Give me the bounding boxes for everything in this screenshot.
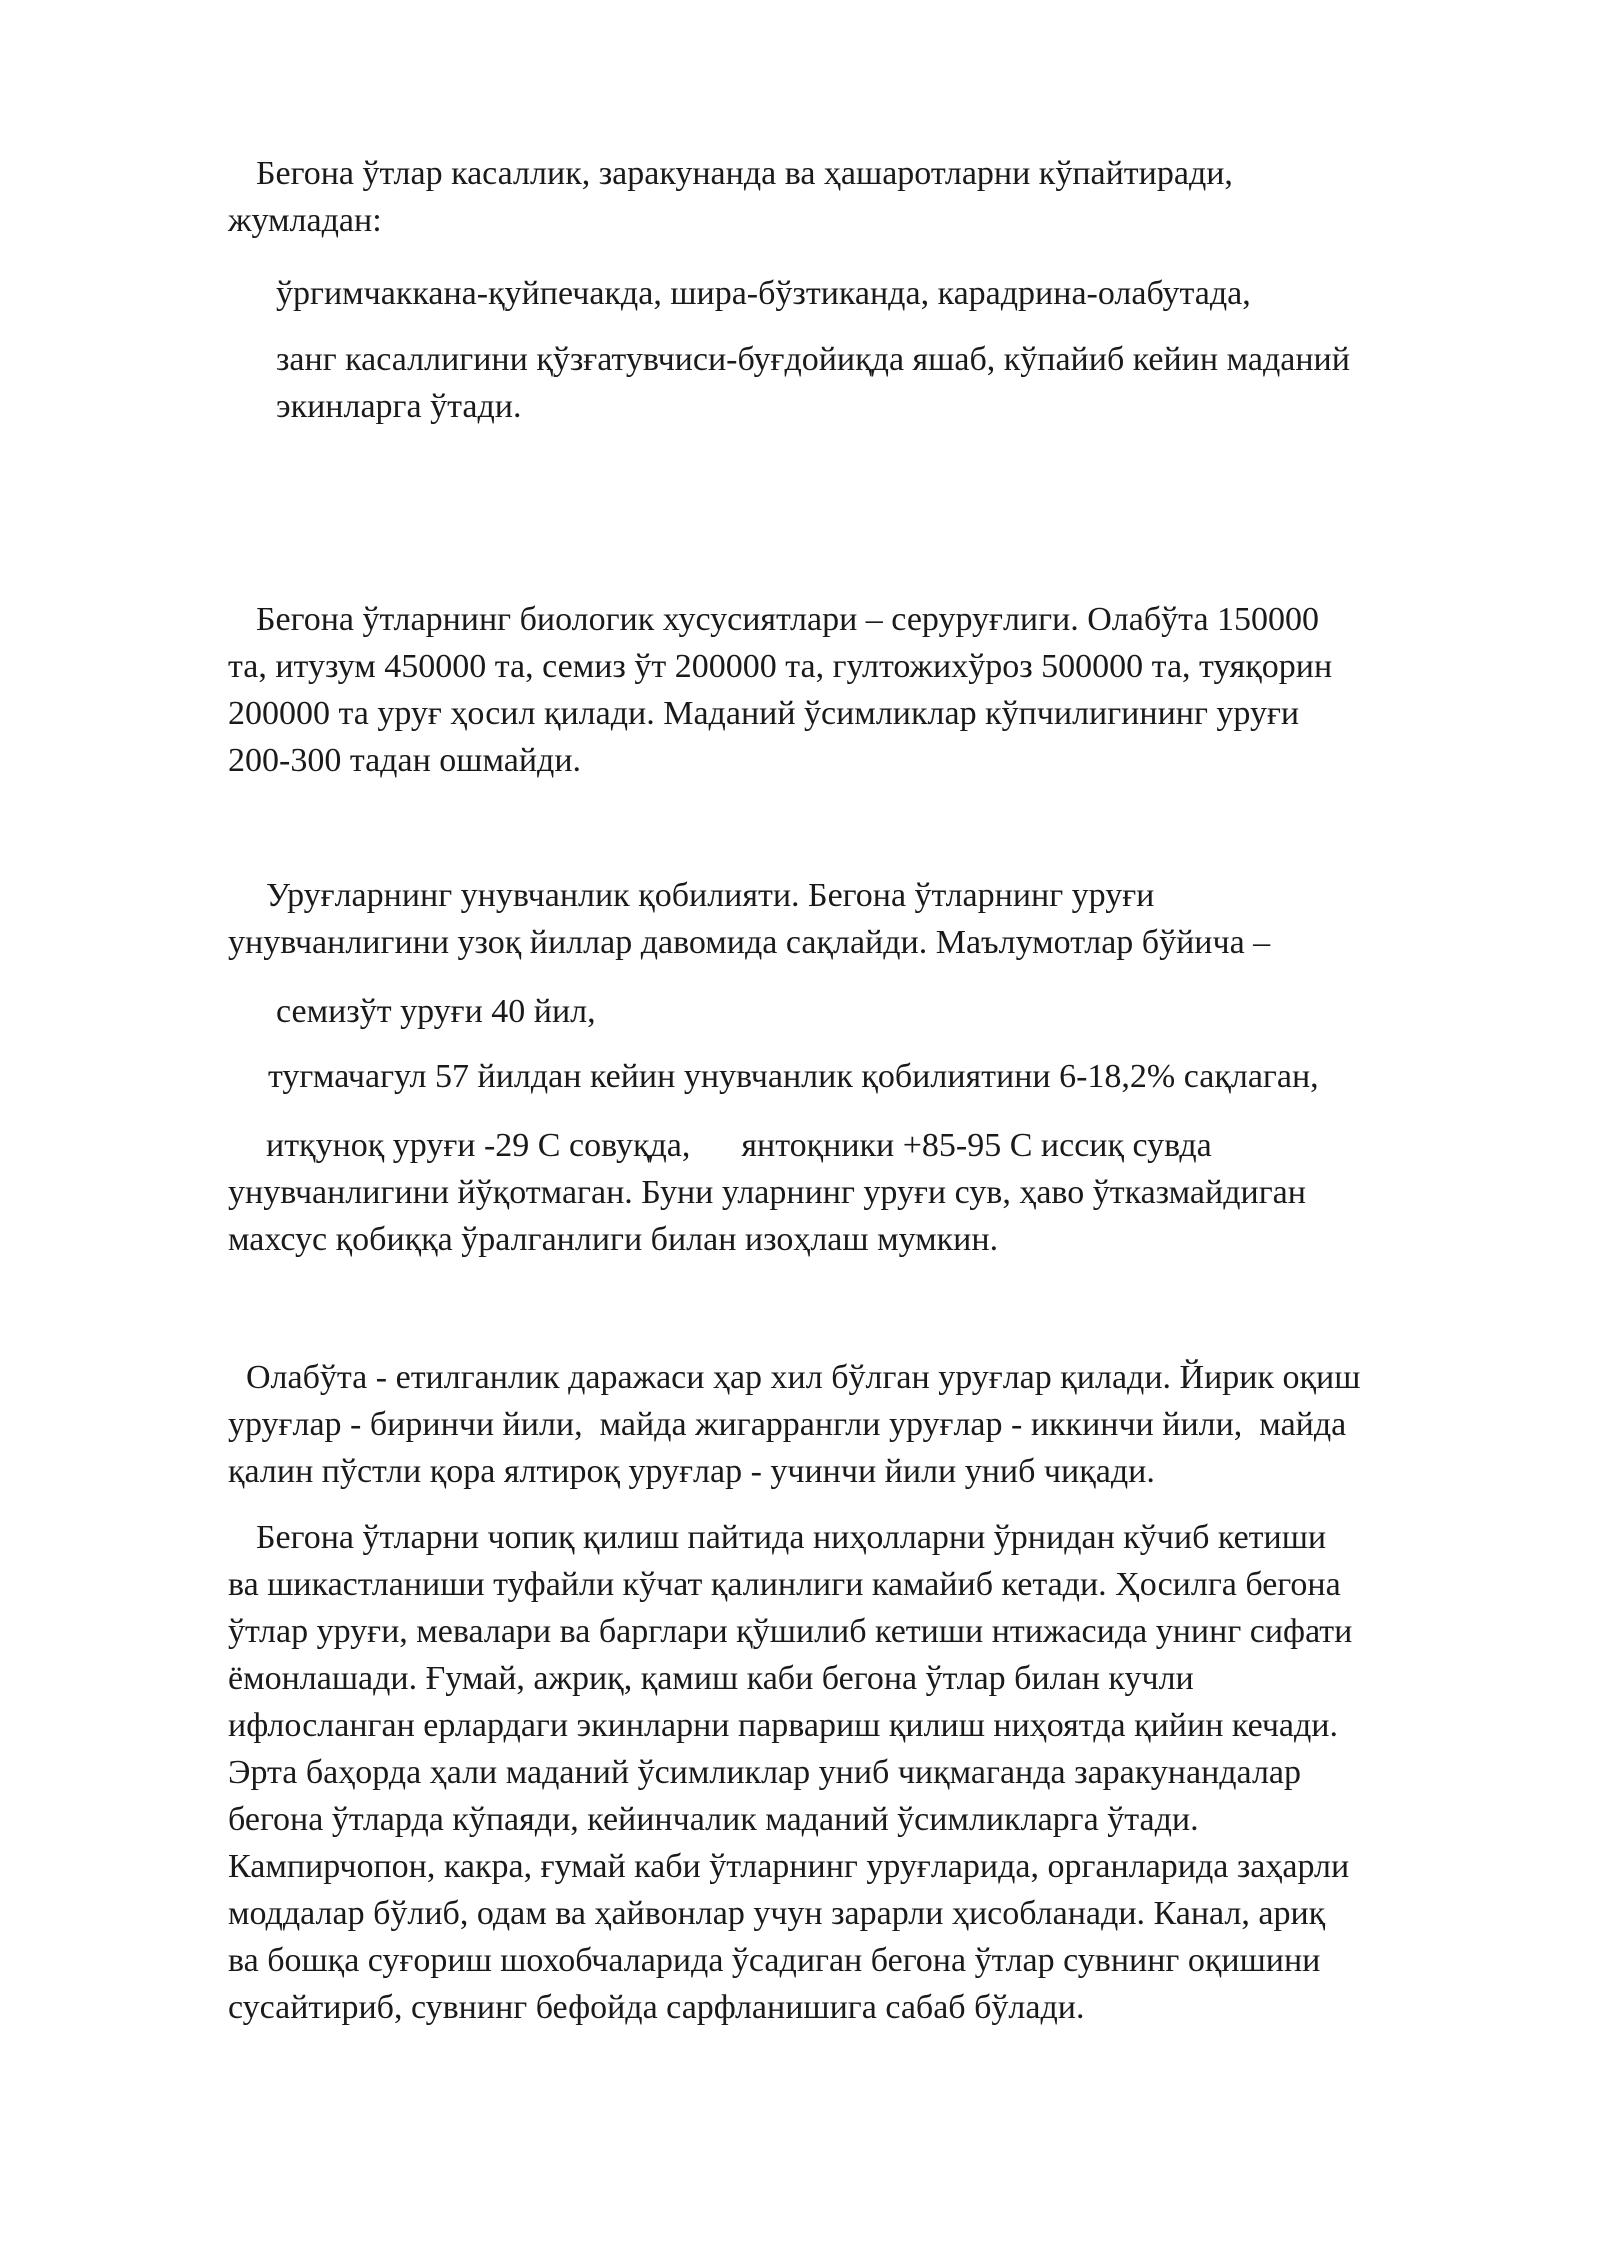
paragraph-weeds-pests bbox=[228, 150, 1488, 244]
text-line: занг касаллигини қўзғатувчиси-буғдойиқда яшаб, кўпайиб кейин маданий bbox=[276, 341, 1350, 378]
text-line: Кампирчопон, какра, ғумай каби ўтларнинг уруғларида, органларида заҳарли bbox=[228, 1848, 1350, 1885]
text-line: ёмонлашади. Ғумай, ажриқ, қамиш каби бегона ўтлар билан кучли bbox=[228, 1660, 1194, 1697]
paragraph-tugmachagul bbox=[228, 1053, 1488, 1100]
paragraph-olabuta-seeds bbox=[228, 1354, 1488, 1495]
text-line: тугмачагул 57 йилдан кейин унувчанлик қобилиятини 6-18,2% сақлаган, bbox=[268, 1058, 1319, 1095]
text-line: экинларга ўтади. bbox=[276, 388, 522, 425]
text-line: 200-300 тадан ошмайди. bbox=[228, 742, 582, 779]
text-line: семизўт уруғи 40 йил, bbox=[276, 993, 596, 1030]
text-line: ифлосланган ерлардаги экинларни парвариш қилиш ниҳоятда қийин кечади. bbox=[228, 1707, 1338, 1744]
text-line: Бегона ўтларни чопиқ қилиш пайтида ниҳолларни ўрнидан кўчиб кетиши bbox=[256, 1519, 1327, 1556]
paragraph-purslane bbox=[228, 988, 1488, 1035]
paragraph-examples-list-1 bbox=[228, 270, 1488, 317]
text-line: ва бошқа суғориш шохобчаларида ўсадиган бегона ўтлар сувнинг оқишини bbox=[228, 1942, 1321, 1979]
paragraph-seed-germination bbox=[228, 872, 1488, 966]
text-line: Олабўта - етилганлик даражаси ҳар хил бўлган уруғлар қилади. Йирик оқиш bbox=[246, 1359, 1361, 1396]
paragraph-biological-properties bbox=[228, 596, 1488, 784]
text-line: та, итузум 450000 та, семиз ўт 200000 та, гултожихўроз 500000 та, туяқорин bbox=[228, 648, 1333, 685]
paragraph-examples-list-2 bbox=[228, 336, 1488, 430]
text-line: қалин пўстли қора ялтироқ уруғлар - учинчи йили униб чиқади. bbox=[228, 1453, 1155, 1490]
text-line: Бегона ўтлар касаллик, заракунанда ва ҳашаротларни кўпайтиради, bbox=[256, 155, 1233, 192]
text-line: Уруғларнинг унувчанлик қобилияти. Бегона ўтларнинг уруғи bbox=[266, 877, 1155, 914]
text-line: итқуноқ уруғи -29 С совуқда, янтоқники +85-95 С иссиқ сувда bbox=[266, 1127, 1212, 1164]
paragraph-weeding-damage bbox=[228, 1514, 1488, 2031]
text-line: Эрта баҳорда ҳали маданий ўсимликлар униб чиқмаганда заракунандалар bbox=[228, 1754, 1302, 1791]
text-line: унувчанлигини узоқ йиллар давомида сақлайди. Маълумотлар бўйича – bbox=[228, 924, 1271, 961]
text-line: ўргимчаккана-қуйпечакда, шира-бўзтиканда, карадрина-олабутада, bbox=[276, 275, 1251, 312]
text-line: жумладан: bbox=[228, 202, 382, 239]
text-line: ўтлар уруғи, мевалари ва барглари қўшилиб кетиши нтижасида унинг сифати bbox=[228, 1613, 1353, 1650]
text-line: ва шикастланиши туфайли кўчат қалинлиги камайиб кетади. Ҳосилга бегона bbox=[228, 1566, 1341, 1603]
paragraph-itkunok bbox=[228, 1122, 1488, 1263]
text-line: бегона ўтларда кўпаяди, кейинчалик маданий ўсимликларга ўтади. bbox=[228, 1801, 1199, 1838]
text-line: махсус қобиққа ўралганлиги билан изоҳлаш мумкин. bbox=[228, 1221, 999, 1258]
text-line: 200000 та уруғ ҳосил қилади. Маданий ўсимликлар кўпчилигининг уруғи bbox=[228, 695, 1300, 732]
text-line: сусайтириб, сувнинг бефойда сарфланишига сабаб бўлади. bbox=[228, 1989, 1085, 2026]
text-line: моддалар бўлиб, одам ва ҳайвонлар учун зарарли ҳисобланади. Канал, ариқ bbox=[228, 1895, 1326, 1932]
text-line: уруғлар - биринчи йили, майда жигаррангли уруғлар - иккинчи йили, майда bbox=[228, 1406, 1347, 1443]
text-line: унувчанлигини йўқотмаган. Буни уларнинг уруғи сув, ҳаво ўтказмайдиган bbox=[228, 1174, 1306, 1211]
text-line: Бегона ўтларнинг биологик хусусиятлари – серуруғлиги. Олабўта 150000 bbox=[256, 601, 1320, 638]
